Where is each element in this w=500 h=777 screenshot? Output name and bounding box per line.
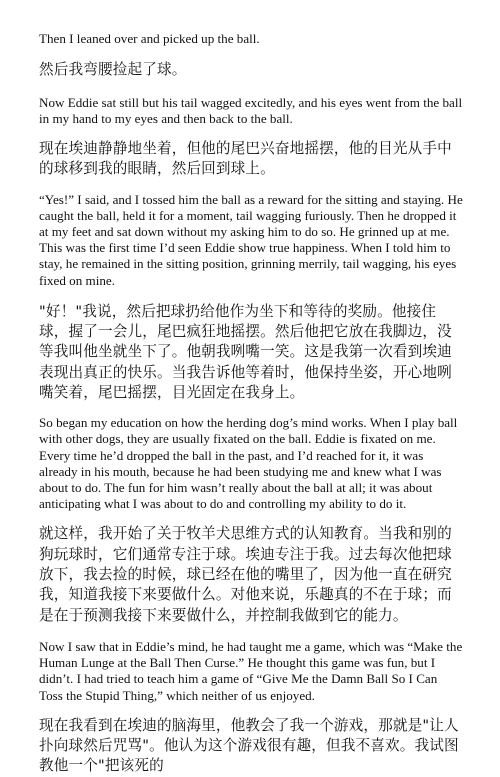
paragraph-english: Now I saw that in Eddie’s mind, he had taught me a game, which was “Make the Human Lunge at the Ball Then Curse.” He thought this game was fun, but I didn’t. I had tried to teach him a game of “Give Me the Damn Ball So I Can Toss the Stupid Thing,” which neither of us enjoyed.	[39, 638, 463, 703]
paragraph-chinese: 然后我弯腰捡起了球。	[39, 61, 187, 79]
paragraph-chinese: "好！"我说，然后把球扔给他作为坐下和等待的奖励。他接住球，握了一会儿，尾巴疯狂地摇摆。然后他把它放在我脚边，没等我叫他坐就坐下了。他朝我咧嘴一笑。这是我第一次看到埃迪表现出真正的快乐。当我告诉他等着时，他保持坐姿，开心地咧嘴笑着，尾巴摇摆，目光固定在我身上。	[39, 302, 452, 401]
paragraph-english: So began my education on how the herding dog’s mind works. When I play ball with other dogs, they are usually fixated on the ball. Eddie is fixated on me. Every time he’d dropped the ball in the past, and I’d reached for it, it was already in his mouth, because he had been studying me and knew what I was about to do. The fun for him wasn’t really about the ball at all; it was about anticipating what I was about to do and controlling my ability to do it.	[39, 415, 458, 512]
document-page	[39, 31, 464, 777]
paragraph-english: Now Eddie sat still but his tail wagged excitedly, and his eyes went from the ball in my hand to my eyes and then back to the ball.	[39, 94, 463, 126]
paragraph-chinese: 现在埃迪静静地坐着，但他的尾巴兴奋地摇摆，他的目光从手中的球移到我的眼睛，然后回到球上。	[39, 139, 452, 178]
paragraph-english: Then I leaned over and picked up the ball.	[39, 31, 260, 46]
paragraph-english: “Yes!” I said, and I tossed him the ball as a reward for the sitting and staying. He caught the ball, held it for a moment, tail wagging furiously. Then he dropped it at my feet and sat down without my asking him to do so. He grinned up at me. This was the first time I’d seen Eddie show true happiness. When I told him to stay, he remained in the sitting position, grinning merrily, tail wagging, his eyes fixed on mine.	[39, 191, 463, 288]
paragraph-chinese: 现在我看到在埃迪的脑海里，他教会了我一个游戏，那就是"让人扑向球然后咒骂"。他认为这个游戏很有趣，但我不喜欢。我试图教他一个"把该死的	[39, 716, 459, 775]
paragraph-chinese: 就这样，我开始了关于牧羊犬思维方式的认知教育。当我和别的狗玩球时，它们通常专注于球。埃迪专注于我。过去每次他把球放下，我去捡的时候，球已经在他的嘴里了，因为他一直在研究我，知道我接下来要做什么。对他来说，乐趣真的不在于球；而是在于预测我接下来要做什么，并控制我做到它的能力。	[39, 525, 452, 624]
